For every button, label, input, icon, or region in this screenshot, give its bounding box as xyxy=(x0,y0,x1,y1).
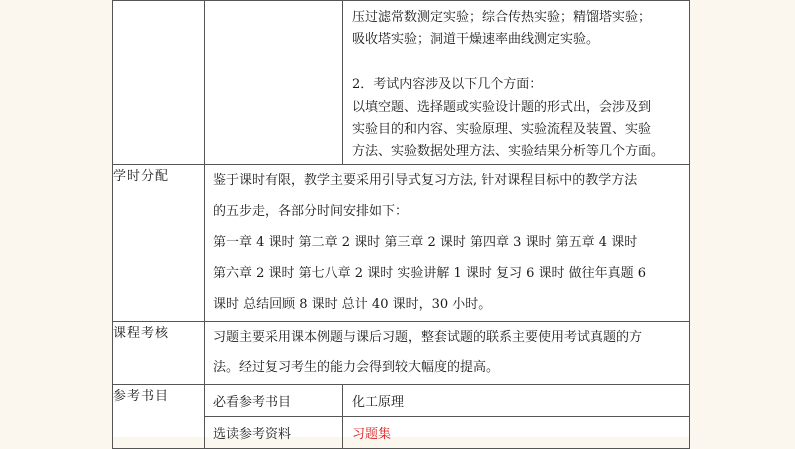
assessment-label: 课程考核 xyxy=(113,321,205,384)
hours-line: 第一章 4 课时 第二章 2 课时 第三章 2 课时 第四章 3 课时 第五章 4 课时 xyxy=(213,234,638,250)
content-line: 以填空题、选择题或实验设计题的形式出，会涉及到 xyxy=(352,99,652,115)
references-label: 参考书目 xyxy=(113,384,205,448)
hours-line: 第六章 2 课时 第七八章 2 课时 实验讲解 1 课时 复习 6 课时 做往年真题 6 xyxy=(213,265,647,281)
empty-label-cell xyxy=(113,1,205,165)
optional-materials-value xyxy=(343,416,690,448)
hours-line: 鉴于课时有限，教学主要采用引导式复习方法, 针对课程目标中的教学方法 xyxy=(213,172,638,188)
content-line: 2．考试内容涉及以下几个方面： xyxy=(352,77,543,93)
experiment-content-row xyxy=(113,1,690,165)
assessment-content-cell xyxy=(205,321,690,384)
content-line: 压过滤常数测定实验；综合传热实验；精馏塔实验； xyxy=(352,10,652,25)
hours-label: 学时分配 xyxy=(113,164,205,321)
assessment-row xyxy=(113,321,690,384)
optional-materials-label: 选读参考资料 xyxy=(205,416,343,448)
blank-line xyxy=(352,52,685,74)
hours-line: 课时 总结回顾 8 课时 总计 40 课时，30 小时。 xyxy=(213,296,492,312)
required-books-value: 化工原理 xyxy=(343,384,690,416)
document-page xyxy=(112,0,690,442)
hours-content-cell xyxy=(205,164,690,321)
hours-row xyxy=(113,164,690,321)
content-line: 方法、实验数据处理方法、实验结果分析等几个方面。 xyxy=(352,144,665,160)
empty-cell xyxy=(205,1,343,165)
required-books-label: 必看参考书目 xyxy=(205,384,343,416)
experiment-content-cell xyxy=(343,1,690,165)
references-row-required xyxy=(113,384,690,416)
hours-line: 的五步走，各部分时间安排如下： xyxy=(213,203,409,219)
content-line: 吸收塔实验；洞道干燥速率曲线测定实验。 xyxy=(352,32,600,48)
assessment-line: 法。经过复习考生的能力会得到较大幅度的提高。 xyxy=(213,359,500,375)
optional-materials-link: 习题集 xyxy=(352,426,392,442)
content-line: 实验目的和内容、实验原理、实验流程及装置、实验 xyxy=(352,122,652,138)
course-info-table xyxy=(112,0,690,449)
assessment-line: 习题主要采用课本例题与课后习题，整套试题的联系主要使用考试真题的方 xyxy=(213,329,643,345)
